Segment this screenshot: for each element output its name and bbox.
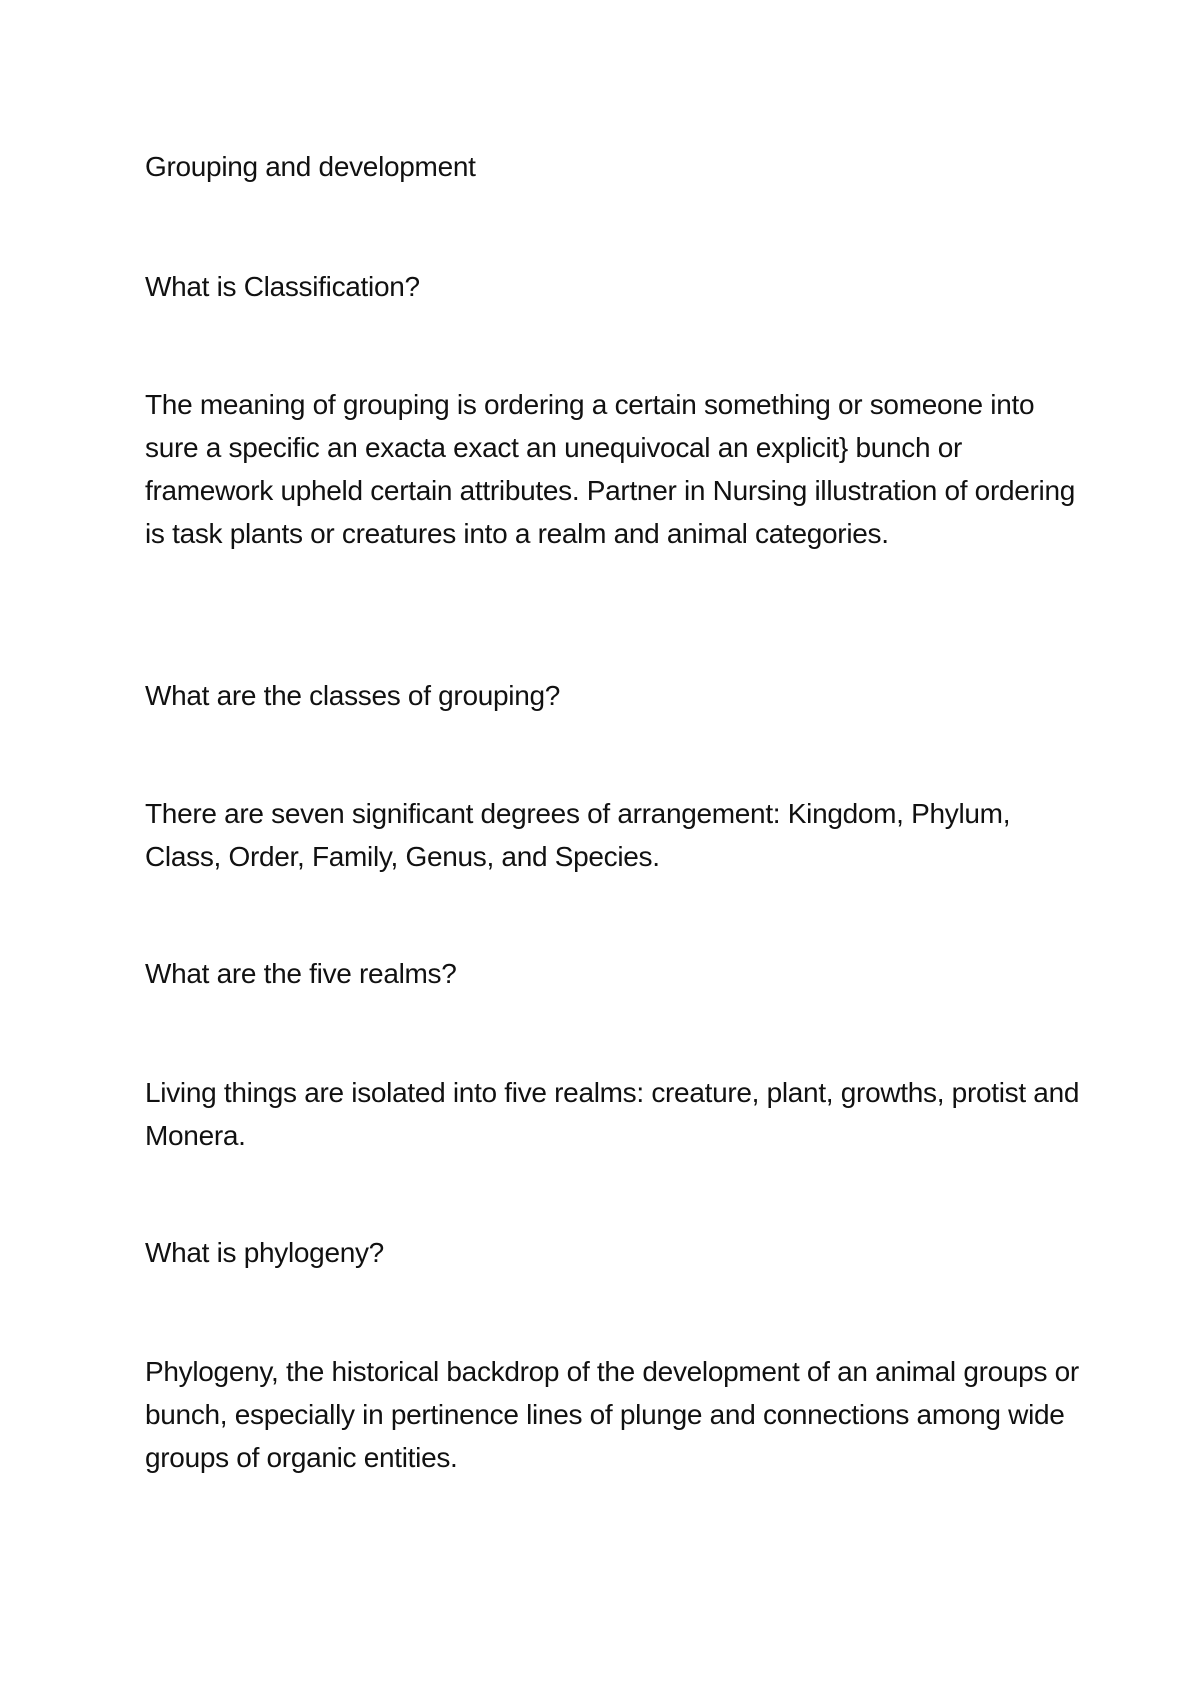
question-classification: What is Classification? [145, 271, 420, 302]
document-title: Grouping and development [145, 151, 476, 182]
question-classes: What are the classes of grouping? [145, 680, 561, 711]
question-five-realms: What are the five realms? [145, 958, 457, 989]
answer-five-realms: Living things are isolated into five realms: creature, plant, growths, protist and Monera. [145, 1077, 1080, 1151]
answer-phylogeny: Phylogeny, the historical backdrop of the development of an animal groups or bunch, especially in pertinence lines of plunge and connections among wide groups of organic entities. [145, 1356, 1079, 1473]
question-phylogeny: What is phylogeny? [145, 1237, 384, 1268]
answer-classification: The meaning of grouping is ordering a certain something or someone into sure a specific an exacta exact an unequivocal an explicit} bunch or framework upheld certain attributes. Partner in Nursing illustration of ordering is task plants or creatures into a realm and animal categories. [145, 389, 1076, 549]
answer-classes: There are seven significant degrees of arrangement: Kingdom, Phylum, Class, Order, Family, Genus, and Species. [145, 798, 1011, 872]
